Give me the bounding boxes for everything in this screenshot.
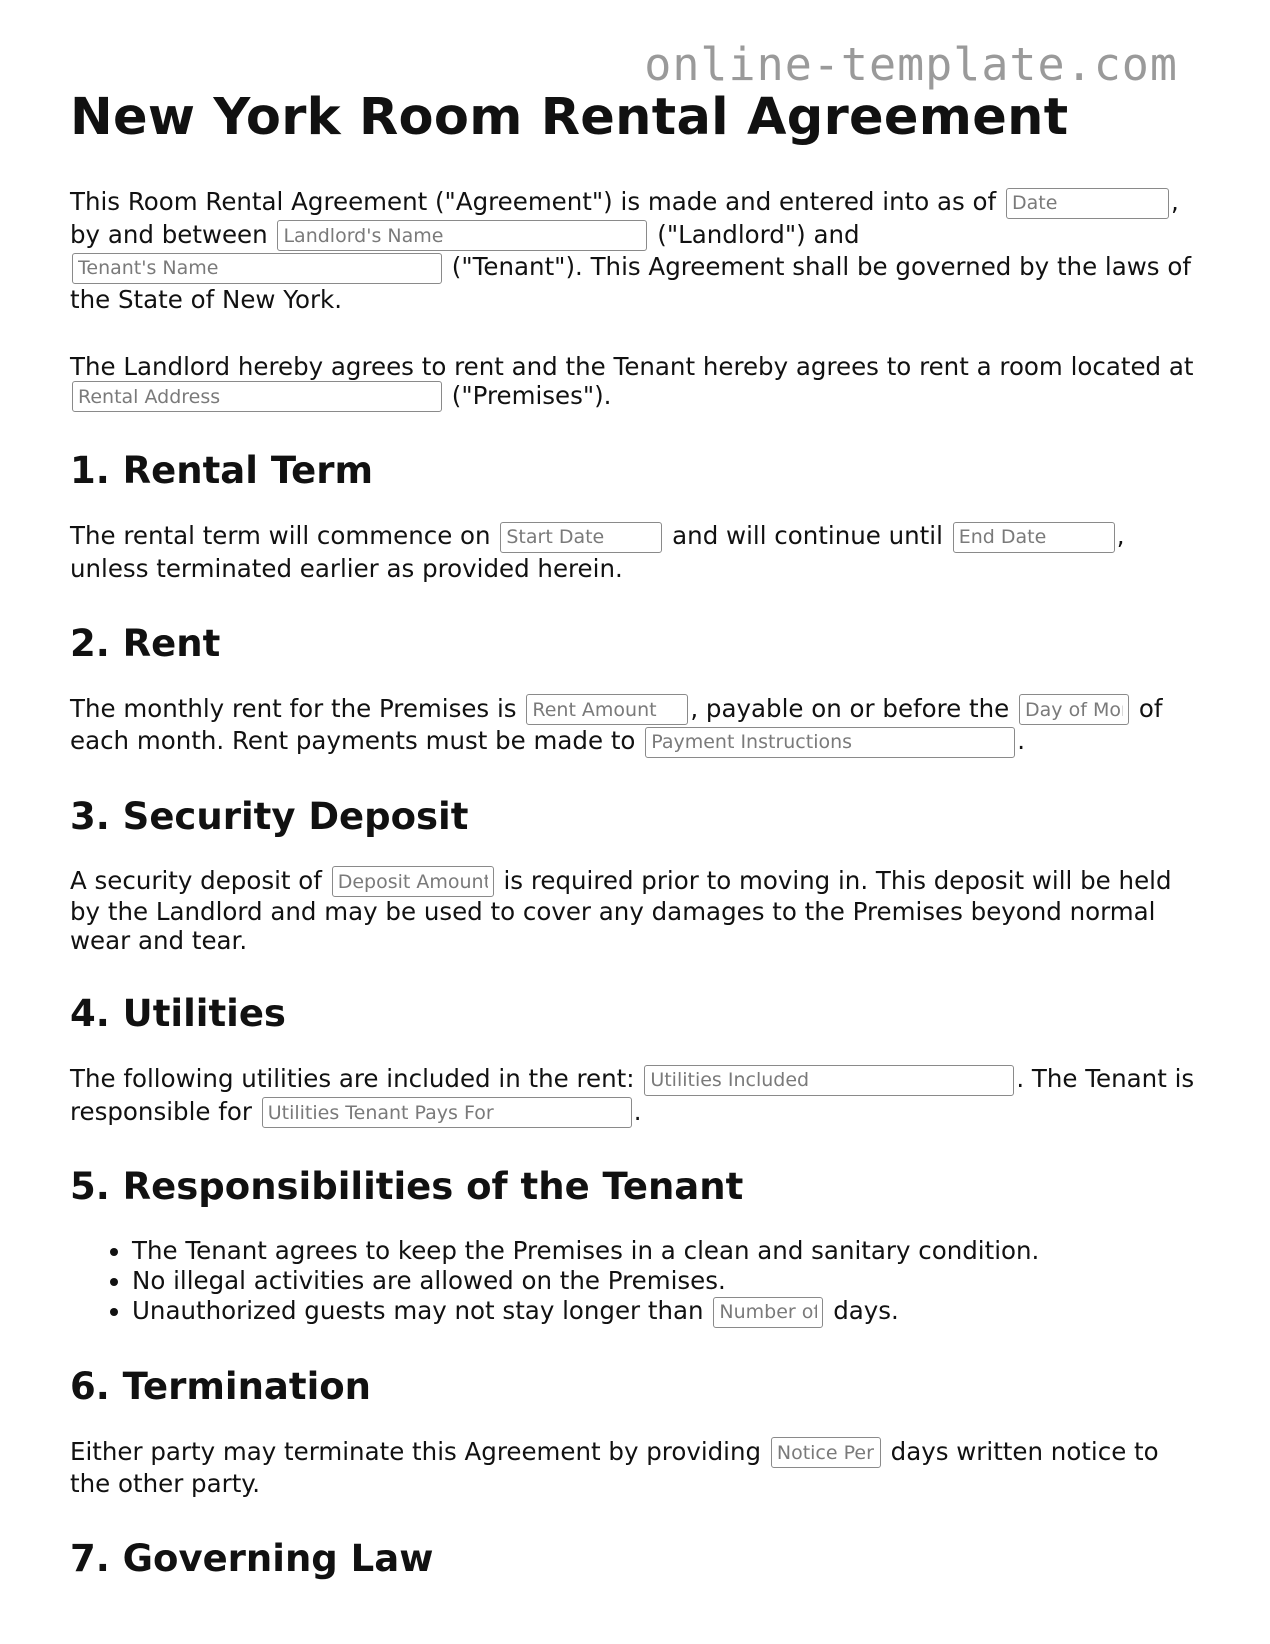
responsibilities-list bbox=[70, 1236, 1200, 1328]
guests-text-1: Unauthorized guests may not stay longer than bbox=[132, 1296, 704, 1325]
utilities-text-2: . The Tenant is responsible for bbox=[70, 1064, 1195, 1126]
intro-text-3: ("Landlord") and bbox=[657, 219, 860, 249]
term-text-2: and will continue until bbox=[672, 521, 943, 550]
termination-text-2: days written notice to the other party. bbox=[70, 1436, 1159, 1498]
deposit-amount-field[interactable] bbox=[332, 866, 494, 897]
notice-period-field[interactable] bbox=[771, 1437, 881, 1468]
page-title: New York Room Rental Agreement bbox=[70, 88, 1069, 147]
rental-term-paragraph bbox=[70, 520, 1200, 585]
rental-address-field[interactable] bbox=[72, 381, 442, 412]
termination-paragraph bbox=[70, 1436, 1200, 1501]
utilities-included-field[interactable] bbox=[644, 1065, 1014, 1096]
tenant-name-field[interactable] bbox=[72, 253, 442, 284]
section-heading-termination: 6. Termination bbox=[70, 1364, 372, 1408]
list-item: • The Tenant agrees to keep the Premises in a clean and sanitary condition. bbox=[132, 1236, 1200, 1266]
rent-amount-field[interactable] bbox=[526, 694, 688, 725]
rent-text-3: of each month. Rent payments must be made to bbox=[70, 693, 1163, 755]
utilities-text-3: . bbox=[633, 1096, 642, 1126]
intro-text-1: This Room Rental Agreement ("Agreement") is made and entered into as of bbox=[70, 187, 997, 216]
term-text-3: , unless terminated earlier as provided herein. bbox=[70, 521, 1125, 583]
utilities-tenant-pays-field[interactable] bbox=[262, 1097, 632, 1128]
premises-paragraph bbox=[70, 352, 1200, 413]
deposit-text-1: A security deposit of bbox=[70, 865, 322, 895]
premises-text-1: The Landlord hereby agrees to rent and the Tenant hereby agrees to rent a room located at bbox=[70, 351, 1194, 381]
watermark: online-template.com bbox=[644, 38, 1178, 91]
date-field[interactable] bbox=[1006, 188, 1169, 219]
section-heading-rent: 2. Rent bbox=[70, 621, 221, 665]
section-heading-utilities: 4. Utilities bbox=[70, 992, 286, 1035]
intro-text-2: , by and between bbox=[70, 187, 1179, 249]
termination-text-1: Either party may terminate this Agreement by providing bbox=[70, 1436, 762, 1466]
deposit-text-2: is required prior to moving in. This deposit will be held by the Landlord and may be used to cover any damages to the Premises beyond normal wear and tear. bbox=[70, 865, 1172, 955]
term-text-1: The rental term will commence on bbox=[70, 521, 491, 550]
end-date-field[interactable] bbox=[953, 522, 1115, 553]
list-item bbox=[132, 1296, 1200, 1328]
intro-paragraph bbox=[70, 186, 1200, 316]
guests-text-2: days. bbox=[833, 1296, 899, 1325]
guest-days-field[interactable] bbox=[713, 1297, 823, 1328]
landlord-name-field[interactable] bbox=[277, 220, 647, 251]
rent-day-field[interactable] bbox=[1019, 694, 1129, 725]
list-item: • No illegal activities are allowed on the Premises. bbox=[132, 1266, 1200, 1296]
rent-text-4: . bbox=[1017, 726, 1026, 755]
start-date-field[interactable] bbox=[500, 522, 662, 553]
section-heading-responsibilities: 5. Responsibilities of the Tenant bbox=[70, 1165, 744, 1208]
section-heading-governing-law: 7. Governing Law bbox=[70, 1537, 434, 1580]
payment-instructions-field[interactable] bbox=[645, 727, 1015, 758]
rent-text-1: The monthly rent for the Premises is bbox=[70, 693, 517, 723]
section-heading-rental-term: 1. Rental Term bbox=[70, 449, 374, 492]
utilities-text-1: The following utilities are included in the rent: bbox=[70, 1064, 635, 1093]
section-heading-security-deposit: 3. Security Deposit bbox=[70, 794, 469, 838]
rent-text-2: , payable on or before the bbox=[690, 693, 1010, 723]
intro-text-4: ("Tenant"). This Agreement shall be governed by the laws of the State of New York. bbox=[70, 252, 1191, 314]
document-body bbox=[70, 86, 1200, 1608]
premises-text-2: ("Premises"). bbox=[451, 380, 612, 410]
utilities-paragraph bbox=[70, 1063, 1200, 1128]
rent-paragraph bbox=[70, 693, 1200, 758]
deposit-paragraph bbox=[70, 866, 1200, 956]
